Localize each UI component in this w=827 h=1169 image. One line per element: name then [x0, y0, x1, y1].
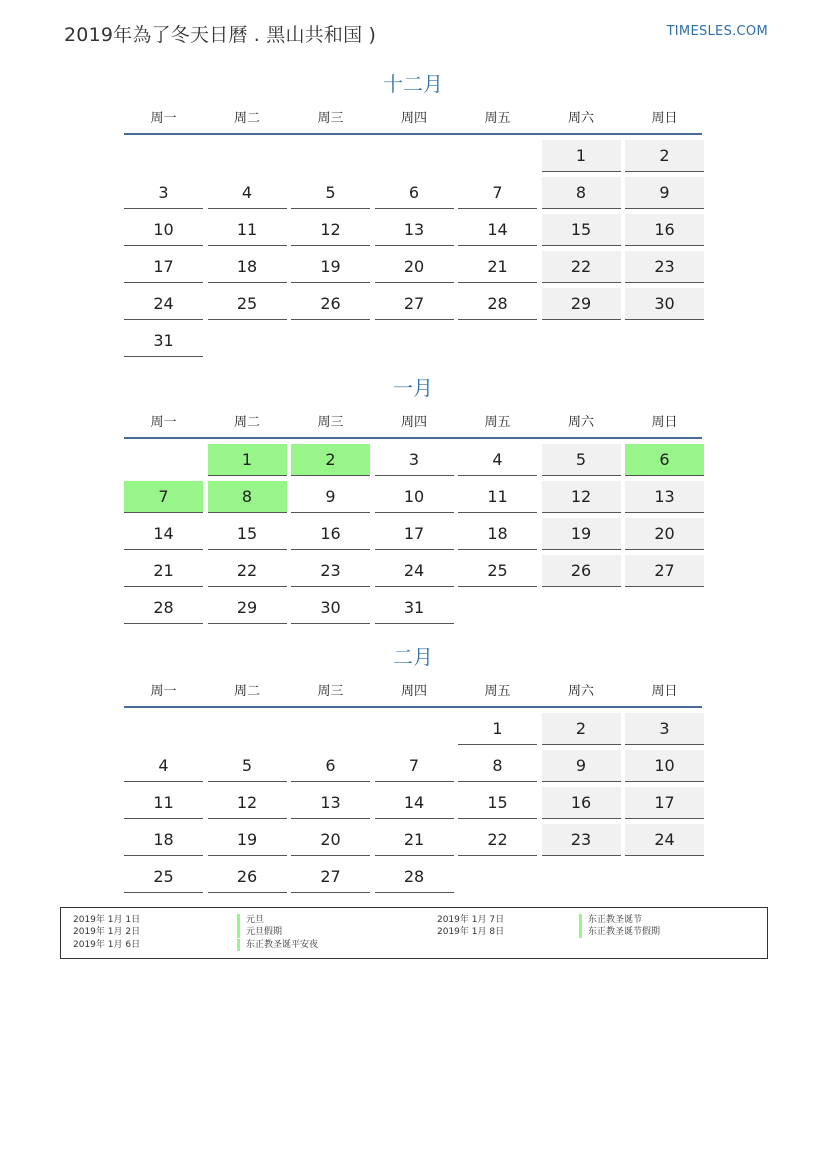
- weekday-label: 周四: [400, 415, 427, 430]
- weekday-header: [124, 100, 702, 135]
- day-cell[interactable]: 13: [625, 481, 704, 513]
- day-cell[interactable]: 2: [542, 713, 621, 745]
- day-cell[interactable]: 26: [542, 555, 621, 587]
- holiday-day-cell[interactable]: 7: [124, 481, 203, 513]
- day-cell[interactable]: 10: [124, 214, 203, 246]
- day-cell[interactable]: 31: [375, 592, 454, 624]
- weekday-label: 周三: [317, 111, 344, 126]
- day-cell[interactable]: 18: [124, 824, 203, 856]
- empty-cell: [208, 713, 287, 744]
- day-cell[interactable]: 4: [208, 177, 287, 209]
- day-cell[interactable]: 22: [542, 251, 621, 283]
- empty-cell: [124, 713, 203, 744]
- month-block: [124, 374, 702, 624]
- weekday-header: [124, 404, 702, 439]
- day-grid: [124, 713, 702, 893]
- day-cell[interactable]: 13: [291, 787, 370, 819]
- day-cell[interactable]: 25: [208, 288, 287, 320]
- day-cell[interactable]: 29: [542, 288, 621, 320]
- holiday-day-cell[interactable]: 1: [208, 444, 287, 476]
- day-cell[interactable]: 20: [291, 824, 370, 856]
- weekday-label: 周六: [567, 684, 594, 699]
- day-cell[interactable]: 28: [375, 861, 454, 893]
- legend-date: 2019年 1月 2日: [73, 927, 141, 937]
- day-cell[interactable]: 24: [375, 555, 454, 587]
- day-cell[interactable]: 31: [124, 325, 203, 357]
- day-cell[interactable]: 13: [375, 214, 454, 246]
- day-cell[interactable]: 19: [291, 251, 370, 283]
- day-cell[interactable]: 12: [542, 481, 621, 513]
- day-cell[interactable]: 14: [124, 518, 203, 550]
- day-cell[interactable]: 21: [458, 251, 537, 283]
- day-cell[interactable]: 23: [625, 251, 704, 283]
- day-cell[interactable]: 5: [291, 177, 370, 209]
- holiday-legend: [60, 907, 768, 959]
- day-cell[interactable]: 21: [124, 555, 203, 587]
- legend-date: 2019年 1月 1日: [73, 915, 141, 925]
- holiday-day-cell[interactable]: 6: [625, 444, 704, 476]
- day-cell[interactable]: 14: [458, 214, 537, 246]
- day-cell[interactable]: 1: [542, 140, 621, 172]
- day-cell[interactable]: 18: [208, 251, 287, 283]
- day-cell[interactable]: 28: [124, 592, 203, 624]
- day-cell[interactable]: 3: [124, 177, 203, 209]
- day-cell[interactable]: 8: [542, 177, 621, 209]
- day-cell[interactable]: 9: [291, 481, 370, 513]
- weekday-header: [124, 673, 702, 708]
- day-cell[interactable]: 22: [458, 824, 537, 856]
- empty-cell: [208, 140, 287, 171]
- day-cell[interactable]: 3: [375, 444, 454, 476]
- day-cell[interactable]: 12: [291, 214, 370, 246]
- weekday-label: 周二: [233, 684, 260, 699]
- day-cell[interactable]: 18: [458, 518, 537, 550]
- empty-cell: [375, 140, 454, 171]
- day-cell[interactable]: 11: [124, 787, 203, 819]
- day-cell[interactable]: 5: [542, 444, 621, 476]
- day-cell[interactable]: 24: [625, 824, 704, 856]
- weekday-label: 周三: [317, 415, 344, 430]
- weekday-label: 周四: [400, 684, 427, 699]
- day-cell[interactable]: 7: [375, 750, 454, 782]
- day-cell[interactable]: 7: [458, 177, 537, 209]
- day-cell[interactable]: 27: [375, 288, 454, 320]
- weekday-label: 周日: [651, 111, 678, 126]
- legend-name: 元旦: [237, 914, 264, 926]
- day-cell[interactable]: 28: [458, 288, 537, 320]
- day-cell[interactable]: 4: [458, 444, 537, 476]
- weekday-label: 周日: [651, 415, 678, 430]
- day-cell[interactable]: 17: [625, 787, 704, 819]
- day-cell[interactable]: 23: [542, 824, 621, 856]
- day-cell[interactable]: 16: [291, 518, 370, 550]
- site-link[interactable]: TIMESLES.COM: [666, 24, 768, 39]
- weekday-label: 周六: [567, 111, 594, 126]
- weekday-label: 周五: [484, 111, 511, 126]
- holiday-day-cell[interactable]: 8: [208, 481, 287, 513]
- day-cell[interactable]: 1: [458, 713, 537, 745]
- day-cell[interactable]: 15: [542, 214, 621, 246]
- day-cell[interactable]: 25: [458, 555, 537, 587]
- weekday-label: 周日: [651, 684, 678, 699]
- day-cell[interactable]: 17: [375, 518, 454, 550]
- empty-cell: [124, 444, 203, 475]
- legend-name: 东正教圣诞节: [579, 914, 642, 926]
- day-cell[interactable]: 30: [291, 592, 370, 624]
- day-cell[interactable]: 15: [208, 518, 287, 550]
- day-cell[interactable]: 11: [458, 481, 537, 513]
- day-cell[interactable]: 6: [375, 177, 454, 209]
- empty-cell: [291, 140, 370, 171]
- day-cell[interactable]: 11: [208, 214, 287, 246]
- legend-date: 2019年 1月 8日: [437, 927, 505, 937]
- day-cell[interactable]: 10: [375, 481, 454, 513]
- holiday-day-cell[interactable]: 2: [291, 444, 370, 476]
- month-title: 二月: [393, 645, 433, 669]
- legend-name: 东正教圣诞节假期: [579, 926, 660, 938]
- day-cell[interactable]: 21: [375, 824, 454, 856]
- month-block: [124, 70, 702, 357]
- weekday-label: 周一: [150, 415, 177, 430]
- day-cell[interactable]: 15: [458, 787, 537, 819]
- day-cell[interactable]: 6: [291, 750, 370, 782]
- day-cell[interactable]: 27: [291, 861, 370, 893]
- day-cell[interactable]: 2: [625, 140, 704, 172]
- month-block: [124, 643, 702, 893]
- empty-cell: [375, 713, 454, 744]
- legend-date: 2019年 1月 6日: [73, 940, 141, 950]
- day-grid: [124, 444, 702, 624]
- weekday-label: 周四: [400, 111, 427, 126]
- day-cell[interactable]: 23: [291, 555, 370, 587]
- weekday-label: 周二: [233, 415, 260, 430]
- day-grid: [124, 140, 702, 357]
- day-cell[interactable]: 3: [625, 713, 704, 745]
- day-cell[interactable]: 5: [208, 750, 287, 782]
- weekday-label: 周二: [233, 111, 260, 126]
- day-cell[interactable]: 16: [542, 787, 621, 819]
- weekday-label: 周五: [484, 684, 511, 699]
- empty-cell: [458, 140, 537, 171]
- day-cell[interactable]: 24: [124, 288, 203, 320]
- day-cell[interactable]: 14: [375, 787, 454, 819]
- day-cell[interactable]: 27: [625, 555, 704, 587]
- day-cell[interactable]: 19: [542, 518, 621, 550]
- day-cell[interactable]: 30: [625, 288, 704, 320]
- day-cell[interactable]: 26: [291, 288, 370, 320]
- weekday-label: 周一: [150, 111, 177, 126]
- day-cell[interactable]: 20: [625, 518, 704, 550]
- weekday-label: 周六: [567, 415, 594, 430]
- weekday-label: 周一: [150, 684, 177, 699]
- day-cell[interactable]: 4: [124, 750, 203, 782]
- month-title: 十二月: [383, 72, 443, 96]
- empty-cell: [124, 140, 203, 171]
- day-cell[interactable]: 9: [625, 177, 704, 209]
- day-cell[interactable]: 9: [542, 750, 621, 782]
- day-cell[interactable]: 20: [375, 251, 454, 283]
- day-cell[interactable]: 10: [625, 750, 704, 782]
- month-title: 一月: [393, 376, 433, 400]
- empty-cell: [291, 713, 370, 744]
- day-cell[interactable]: 12: [208, 787, 287, 819]
- day-cell[interactable]: 29: [208, 592, 287, 624]
- legend-name: 元旦假期: [237, 926, 282, 938]
- day-cell[interactable]: 26: [208, 861, 287, 893]
- legend-name: 东正教圣诞平安夜: [237, 939, 318, 951]
- day-cell[interactable]: 16: [625, 214, 704, 246]
- weekday-label: 周五: [484, 415, 511, 430]
- day-cell[interactable]: 8: [458, 750, 537, 782]
- legend-date: 2019年 1月 7日: [437, 915, 505, 925]
- day-cell[interactable]: 17: [124, 251, 203, 283]
- page-title: 2019年為了冬天日曆 . 黑山共和国 ): [64, 24, 377, 46]
- day-cell[interactable]: 22: [208, 555, 287, 587]
- day-cell[interactable]: 25: [124, 861, 203, 893]
- weekday-label: 周三: [317, 684, 344, 699]
- day-cell[interactable]: 19: [208, 824, 287, 856]
